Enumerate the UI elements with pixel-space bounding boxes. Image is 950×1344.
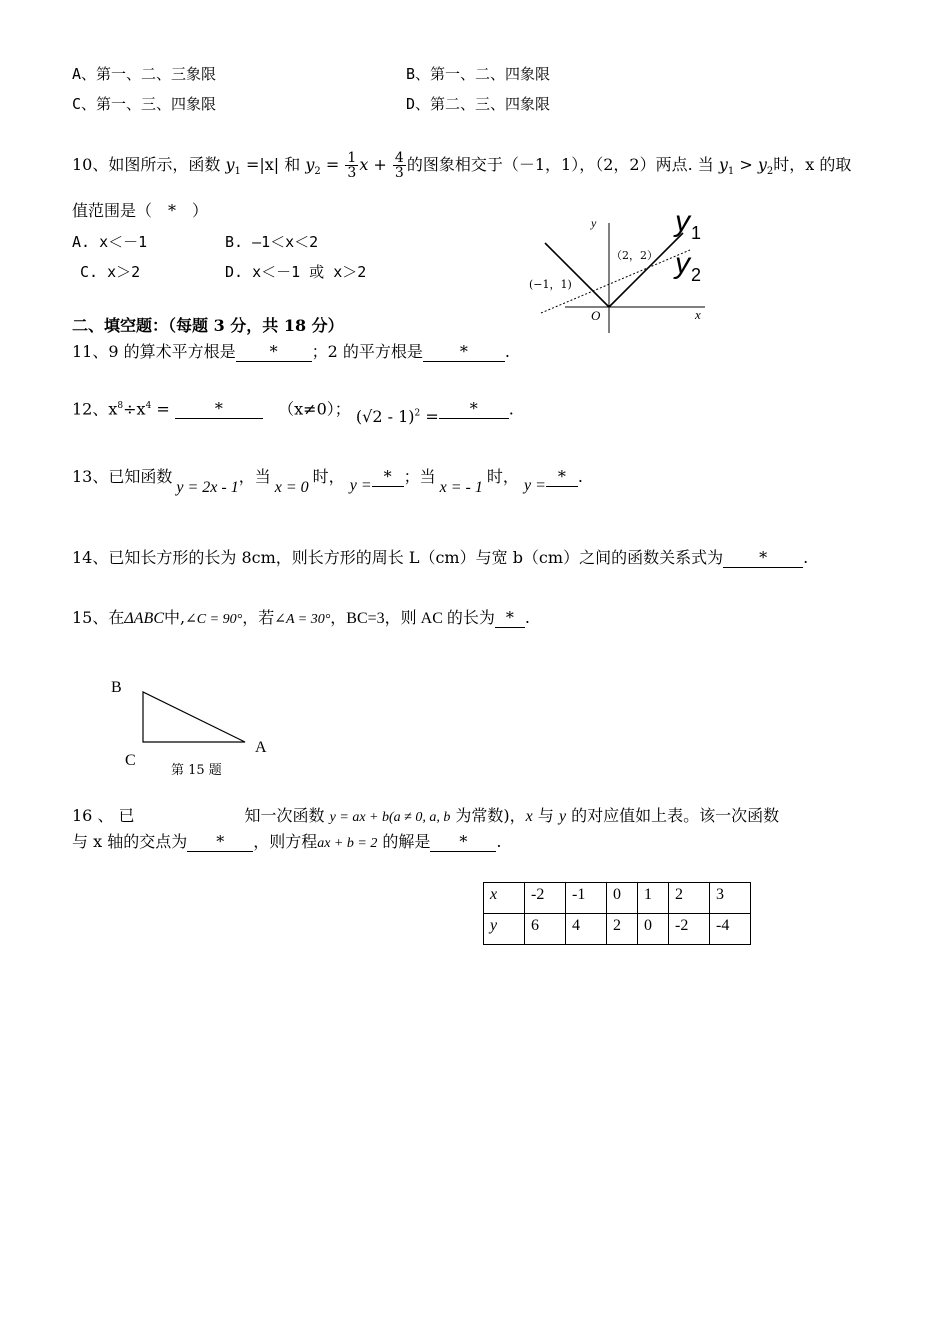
q10-option-b: B. —1＜x＜2 (225, 233, 319, 251)
q16-question-line1 (72, 806, 779, 828)
table-row-x (484, 883, 751, 914)
q12-question (72, 396, 514, 427)
q10-option-a: A. x＜－1 (72, 233, 148, 251)
table-cell: 0 (638, 914, 669, 945)
figure-caption: 第 15 题 (171, 763, 222, 778)
q12-exp1: 8 (117, 401, 124, 411)
graph-y-label: y (591, 216, 597, 230)
q16-and: 与 (532, 806, 559, 825)
q13-question (72, 467, 583, 496)
q10-cond-y2: y (757, 155, 767, 174)
table-cell: -2 (525, 883, 566, 914)
q15-triangle-figure (105, 670, 285, 785)
graph-x-label: x (695, 307, 701, 322)
graph-y1-label-sub: 1 (691, 223, 702, 243)
table-cell: 0 (607, 883, 638, 914)
q15-prefix: 15、在 (72, 608, 125, 627)
q16-eqn: ax + b = 2 (317, 836, 378, 851)
q16-y: y (558, 808, 567, 825)
table-cell: 3 (710, 883, 751, 914)
q16-line1b: 知一次函数 (244, 806, 325, 825)
q10-y1: y (225, 155, 235, 174)
q9-option-b: B、第一、二、四象限 (406, 65, 551, 83)
q10-and: 和 (279, 155, 306, 174)
q11-mid: ；2 的平方根是 (311, 342, 423, 361)
q15-angle-c: ∠C = 90° (185, 612, 243, 627)
q16-line2c: 的解是 (377, 832, 431, 851)
q13-func: y = 2x - 1 (176, 479, 239, 496)
q16-line2a: 与 x 轴的交点为 (72, 832, 188, 851)
q10-rest: 的图象相交于（－1，1），（2，2）两点. 当 (406, 155, 714, 174)
q12-expression (356, 407, 439, 426)
q10-option-c: C. x＞2 (80, 263, 141, 281)
q10-y1-sub: 1 (234, 166, 241, 178)
q10-tail: 时，x 的取 (773, 155, 852, 174)
q12-blank-1: * (175, 400, 263, 419)
graph-y2-label: y (675, 247, 690, 280)
q12-expr: (√2 - 1) (355, 407, 415, 427)
q11-prefix: 11、9 的算术平方根是 (72, 342, 236, 361)
q9-option-a: A、第一、二、三象限 (72, 65, 217, 83)
q12-eq2: = (420, 407, 439, 427)
section2-title: 二、填空题：（每题 3 分，共 18 分） (72, 316, 344, 335)
table-cell: -1 (566, 883, 607, 914)
q10-frac2-den: 3 (394, 165, 404, 181)
vertex-a-label: A (255, 739, 267, 756)
q16-blank-2: * (430, 833, 496, 852)
q13-cond1: x = 0 (274, 479, 309, 496)
q13-when1: ，当 (238, 467, 271, 486)
table-cell: -2 (669, 914, 710, 945)
table-cell: 6 (525, 914, 566, 945)
graph-origin-label: O (591, 308, 601, 323)
q13-blank-1: * (372, 468, 404, 487)
q12-end: . (508, 399, 514, 419)
q10-frac2 (393, 151, 406, 180)
q15-end: . (524, 608, 530, 627)
q13-blank-2: * (546, 468, 578, 487)
q11-blank-1: * (236, 343, 312, 362)
q16-const: 为常数)， (450, 806, 526, 825)
q13-y1: y = (349, 477, 372, 494)
graph-y1-left-branch (545, 243, 609, 307)
q10-cond-sub2: 2 (766, 166, 774, 178)
q16-blank-1: * (187, 833, 253, 852)
q10-cond-gt: > (734, 155, 758, 174)
graph-point-neg1-1: (−1，1) (529, 278, 572, 291)
q12-cond: （x≠0）； (278, 399, 351, 419)
q13-prefix: 13、已知函数 (72, 467, 173, 486)
q14-question (72, 548, 808, 568)
q13-cond2: x = - 1 (439, 479, 483, 496)
q12-exp3: 2 (414, 409, 421, 419)
table-row-y (484, 914, 751, 945)
q15-triangle: ΔABC (124, 610, 164, 627)
q10-y2: y (305, 155, 315, 174)
q16-line2b: ，则方程 (253, 832, 318, 851)
q10-number: 10、如图所示，函数 (72, 155, 221, 174)
q13-then1: 时， (312, 467, 345, 486)
q15-mid3: ，BC=3，则 AC 的长为 (330, 610, 495, 627)
q15-blank: * (495, 609, 525, 628)
q12-div: ÷x (123, 399, 146, 419)
q10-eq2: = (320, 155, 340, 174)
q10-frac1-den: 3 (347, 165, 357, 181)
q10-y2-sub: 2 (314, 166, 321, 178)
triangle-abc (143, 692, 245, 742)
q11-question (72, 342, 510, 362)
graph-y1-label: y (675, 205, 690, 238)
q10-cond-sub1: 1 (727, 166, 735, 178)
table-cell: 4 (566, 914, 607, 945)
q16-value-table (483, 882, 751, 945)
q13-end: . (577, 467, 583, 486)
table-y-header: y (484, 914, 525, 945)
q10-graph (525, 205, 725, 335)
q16-question-line2 (72, 832, 502, 854)
q16-func: y = ax + b(a ≠ 0, a, b (329, 810, 451, 825)
q11-blank-2: * (423, 343, 505, 362)
q10-frac1-num: 1 (347, 150, 357, 166)
q14-end: . (803, 548, 809, 567)
q10-question-line1 (72, 150, 851, 187)
q14-text: 14、已知长方形的长为 8cm，则长方形的周长 L（cm）与宽 b（cm）之间的函数关系式为 (72, 548, 724, 567)
q10-frac2-num: 4 (394, 150, 404, 166)
q13-y2: y = (524, 477, 546, 494)
table-cell: 1 (638, 883, 669, 914)
q10-question-line2: 值范围是（ * ） (72, 201, 209, 220)
table-cell: 2 (607, 914, 638, 945)
table-cell: 2 (669, 883, 710, 914)
q9-option-d: D、第二、三、四象限 (406, 95, 551, 113)
q13-then2: 时， (486, 467, 519, 486)
q10-option-d: D. x＜－1 或 x＞2 (225, 263, 367, 281)
q16-end: . (496, 832, 502, 851)
graph-point-2-2: （2，2） (611, 249, 658, 262)
q14-blank: * (723, 549, 803, 568)
q15-mid2: ，若 (242, 608, 275, 627)
q16-line1a: 16 、 已 (72, 806, 135, 825)
graph-y2-label-sub: 2 (691, 265, 702, 285)
table-cell: -4 (710, 914, 751, 945)
q13-when2: ；当 (403, 467, 436, 486)
q12-eq: = (151, 399, 170, 419)
vertex-b-label: B (111, 679, 122, 696)
q10-cond-y1: y (718, 155, 728, 174)
q12-exp2: 4 (145, 401, 152, 411)
table-x-header: x (484, 883, 525, 914)
q9-option-c: C、第一、三、四象限 (72, 95, 217, 113)
q10-eq1: =|x| (240, 155, 280, 174)
q12-blank-2: * (439, 400, 509, 419)
q16-rest: 的对应值如上表。该一次函数 (566, 806, 780, 825)
graph-y1-right-branch (609, 233, 683, 307)
q15-mid1: 中, (163, 608, 186, 627)
q12-prefix: 12、x (72, 399, 118, 419)
q15-angle-a: ∠A = 30° (274, 612, 331, 627)
q15-question (72, 608, 530, 630)
q10-xplus: x + (359, 155, 387, 174)
q11-end: . (504, 342, 511, 361)
vertex-c-label: C (125, 752, 136, 769)
q16-x: x (525, 808, 533, 825)
q10-frac1 (345, 151, 358, 180)
